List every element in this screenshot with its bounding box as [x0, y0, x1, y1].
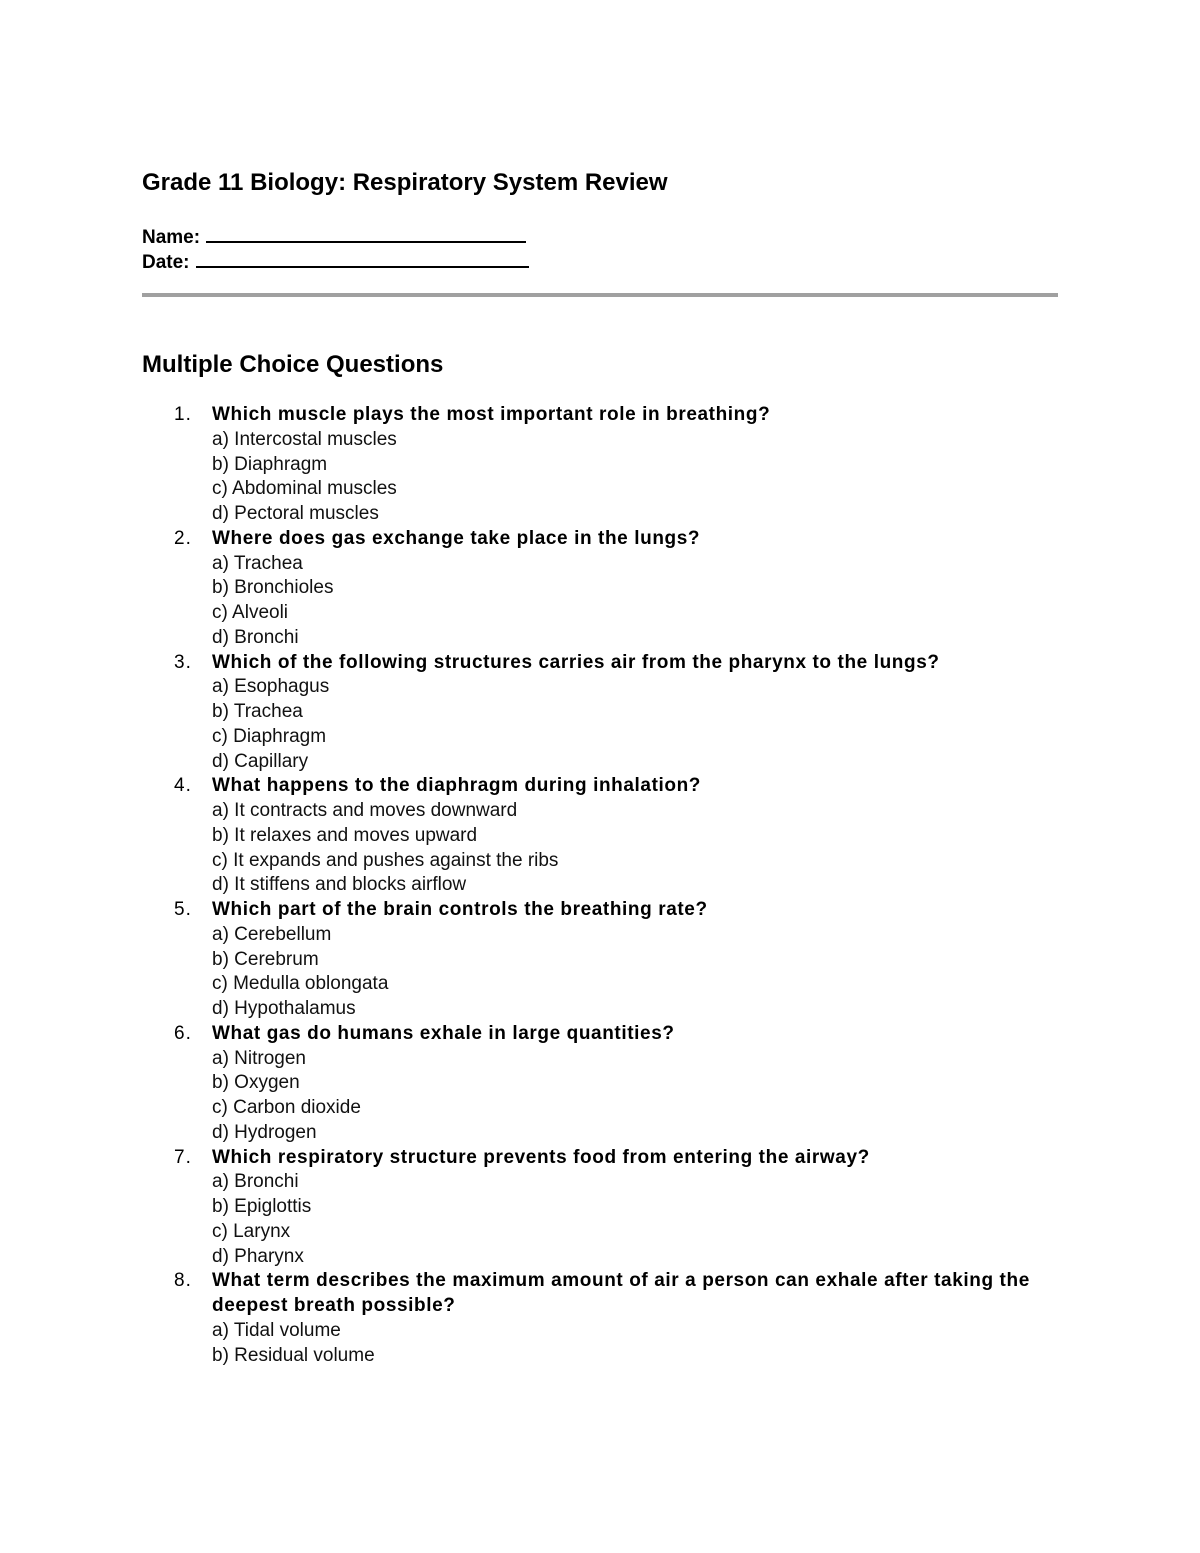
question-number: 5.: [174, 899, 192, 920]
answer-option: a) It contracts and moves downward: [212, 800, 518, 821]
question-item: [142, 774, 1072, 898]
horizontal-divider: [142, 293, 1058, 297]
question-text: Which muscle plays the most important role in breathing?: [212, 404, 771, 425]
question-text: Which of the following structures carries air from the pharynx to the lungs?: [212, 651, 940, 673]
answer-option: b) Residual volume: [212, 1344, 375, 1366]
answer-option: b) Epiglottis: [212, 1196, 312, 1217]
answer-option: b) Bronchioles: [212, 577, 334, 599]
question-list: [142, 403, 1072, 1368]
answer-option: c) It expands and pushes against the ribs: [212, 849, 559, 871]
question-text: What happens to the diaphragm during inhalation?: [212, 775, 702, 797]
answer-option: d) Pharynx: [212, 1245, 304, 1267]
answer-option: a) Nitrogen: [212, 1047, 306, 1069]
question-number: 4.: [174, 775, 192, 797]
answer-option: d) Pectoral muscles: [212, 503, 379, 524]
answer-option: d) Hypothalamus: [212, 998, 356, 1019]
date-blank-line: [196, 248, 529, 268]
answer-option: b) Oxygen: [212, 1072, 300, 1094]
answer-option: a) Tidal volume: [212, 1319, 341, 1341]
answer-option: b) Cerebrum: [212, 948, 319, 970]
question-item: [142, 1146, 1072, 1270]
question-item: [142, 898, 1072, 1022]
answer-option: c) Medulla oblongata: [212, 973, 389, 995]
answer-option: a) Intercostal muscles: [212, 428, 397, 450]
question-item: [142, 527, 1072, 651]
question-text: Which part of the brain controls the breathing rate?: [212, 899, 708, 920]
date-field: [142, 248, 529, 275]
answer-option: d) Capillary: [212, 750, 309, 772]
answer-option: d) It stiffens and blocks airflow: [212, 874, 467, 896]
answer-option: d) Hydrogen: [212, 1121, 317, 1143]
answer-option: b) It relaxes and moves upward: [212, 824, 478, 846]
page-title: Grade 11 Biology: Respiratory System Review: [142, 169, 668, 196]
answer-option: c) Alveoli: [212, 602, 289, 623]
answer-option: a) Cerebellum: [212, 923, 332, 945]
question-text: Where does gas exchange take place in the lungs?: [212, 527, 701, 549]
answer-option: c) Abdominal muscles: [212, 478, 397, 500]
answer-option: d) Bronchi: [212, 626, 299, 648]
question-item: [142, 651, 1072, 775]
date-label: Date:: [142, 252, 190, 273]
section-heading: Multiple Choice Questions: [142, 351, 444, 378]
answer-option: a) Bronchi: [212, 1171, 299, 1193]
answer-option: b) Trachea: [212, 701, 303, 722]
question-number: 7.: [174, 1146, 192, 1168]
question-text: Which respiratory structure prevents food from entering the airway?: [212, 1146, 870, 1168]
answer-option: a) Trachea: [212, 552, 303, 574]
question-item: [142, 1269, 1072, 1368]
answer-option: c) Diaphragm: [212, 725, 327, 747]
question-item: [142, 403, 1072, 527]
question-number: 2.: [174, 527, 192, 549]
name-field: [142, 223, 526, 250]
question-item: [142, 1022, 1072, 1146]
question-number: 6.: [174, 1022, 192, 1044]
answer-option: b) Diaphragm: [212, 453, 328, 475]
answer-option: c) Larynx: [212, 1220, 291, 1242]
question-text: What gas do humans exhale in large quantities?: [212, 1022, 675, 1044]
name-label: Name:: [142, 227, 201, 248]
question-number: 1.: [174, 404, 192, 425]
question-number: 3.: [174, 651, 192, 673]
question-number: 8.: [174, 1270, 192, 1292]
answer-option: a) Esophagus: [212, 676, 330, 698]
question-text: What term describes the maximum amount of air a person can exhale after taking the deepest breath possible?: [212, 1270, 1030, 1316]
answer-option: c) Carbon dioxide: [212, 1097, 361, 1118]
name-blank-line: [206, 223, 526, 243]
